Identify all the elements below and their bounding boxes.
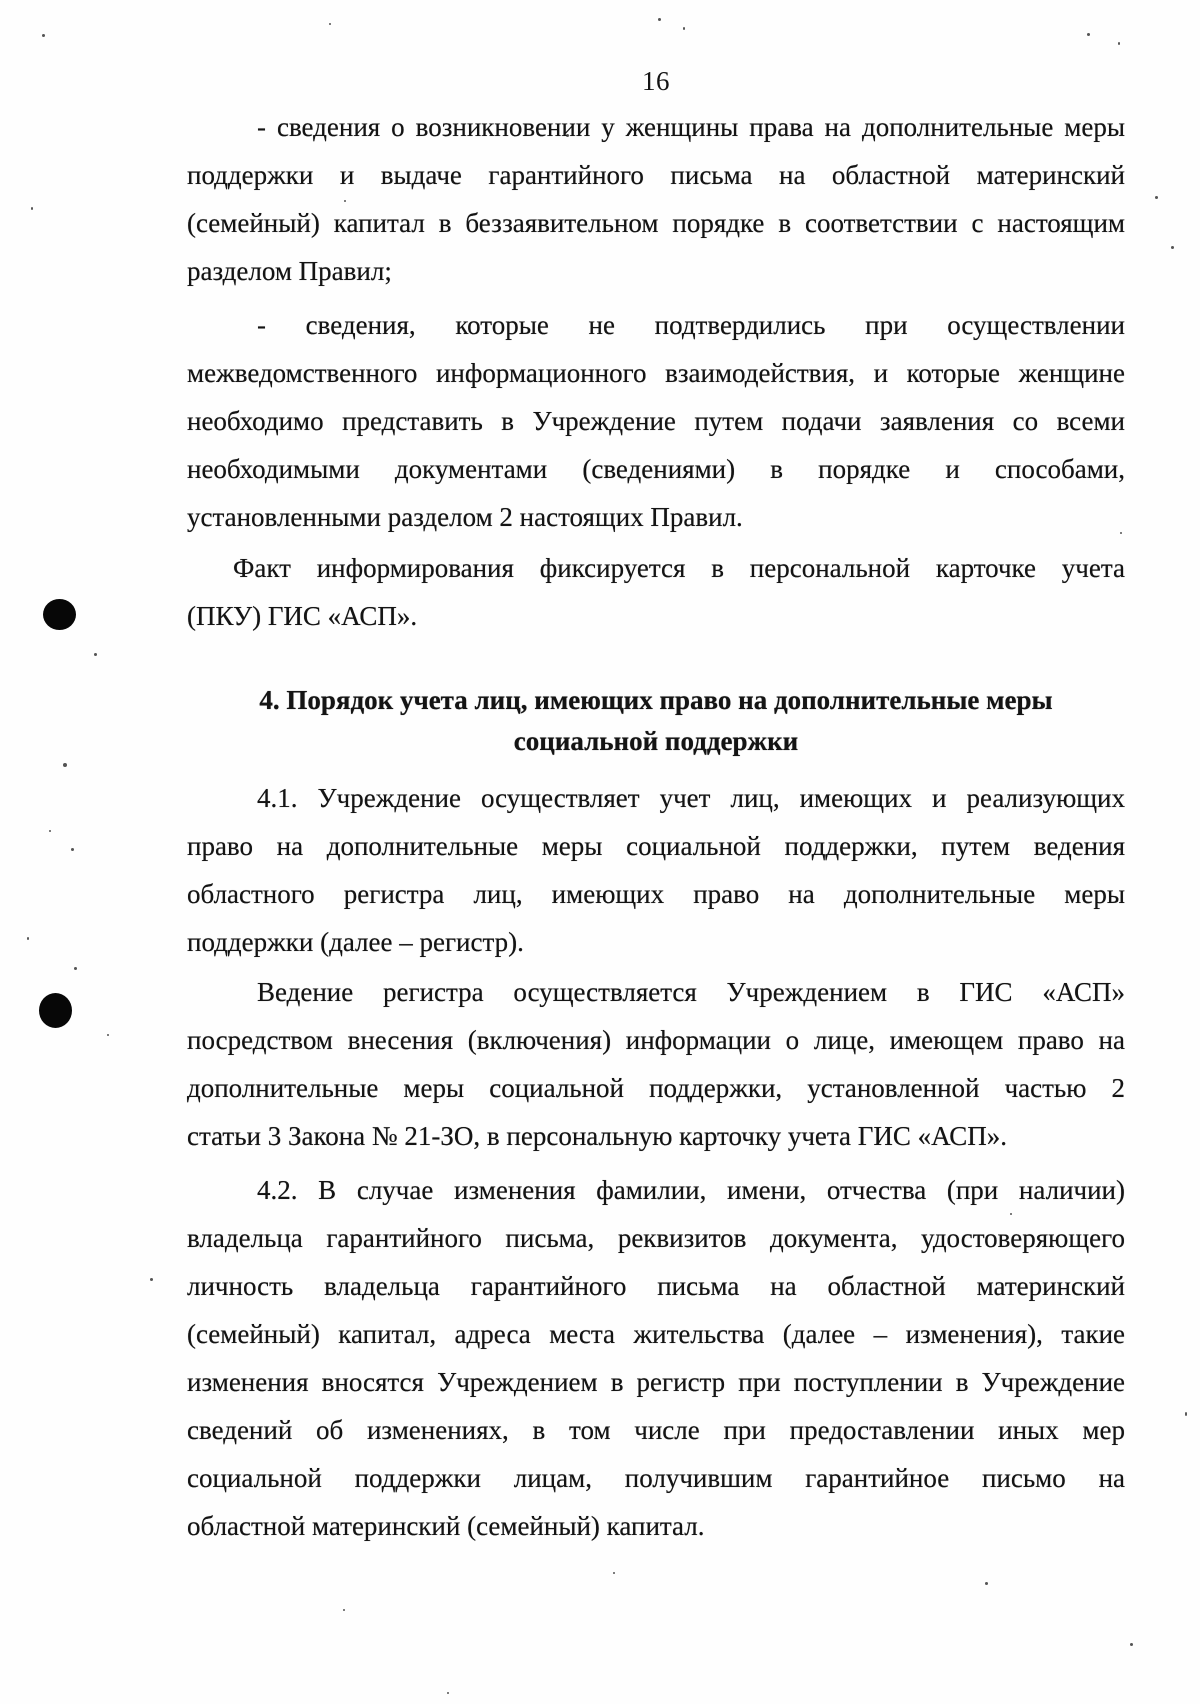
- paragraph: [187, 544, 1125, 640]
- scan-speck: [1185, 1412, 1187, 1416]
- punch-hole-icon: [39, 993, 72, 1028]
- paragraph-line: посредством внесения (включения) информации о лице, имеющем право на: [187, 1025, 1125, 1055]
- paragraph-line: разделом Правил;: [187, 256, 392, 286]
- paragraph-line: (ПКУ) ГИС «АСП».: [187, 601, 418, 631]
- paragraph-line: право на дополнительные меры социальной поддержки, путем ведения: [187, 831, 1125, 861]
- paragraph-line: Факт информирования фиксируется в персональной карточке учета: [233, 553, 1125, 583]
- paragraph-line: личность владельца гарантийного письма на областной материнский: [187, 1271, 1125, 1301]
- paragraph: [187, 301, 1125, 541]
- scan-speck: [31, 207, 33, 210]
- paragraph-line: дополнительные меры социальной поддержки, установленной частью 2: [187, 1073, 1125, 1103]
- scan-speck: [42, 34, 45, 37]
- paragraph-line: (семейный) капитал в беззаявительном порядке в соответствии с настоящим: [187, 208, 1125, 238]
- paragraph-line: 4.2. В случае изменения фамилии, имени, отчества (при наличии): [257, 1175, 1125, 1205]
- scan-speck: [1130, 1643, 1133, 1646]
- scan-speck: [447, 1692, 449, 1694]
- section-heading-line: социальной поддержки: [513, 726, 799, 756]
- scan-speck: [613, 1572, 615, 1574]
- scan-speck: [94, 653, 97, 656]
- paragraph: [187, 1166, 1125, 1550]
- section-heading: [187, 680, 1125, 762]
- paragraph-line: изменения вносятся Учреждением в регистр при поступлении в Учреждение: [187, 1367, 1125, 1397]
- paragraph-line: - сведения о возникновении у женщины права на дополнительные меры: [257, 112, 1125, 142]
- scan-speck: [1155, 196, 1158, 199]
- paragraph-line: необходимыми документами (сведениями) в порядке и способами,: [187, 454, 1125, 484]
- paragraph-line: 4.1. Учреждение осуществляет учет лиц, имеющих и реализующих: [257, 783, 1125, 813]
- text-block: [187, 0, 1125, 1550]
- paragraph-line: областной материнский (семейный) капитал.: [187, 1511, 705, 1541]
- paragraph-line: (семейный) капитал, адреса места жительства (далее – изменения), такие: [187, 1319, 1125, 1349]
- paragraph: [187, 774, 1125, 966]
- scan-speck: [74, 967, 77, 970]
- paragraph-line: сведений об изменениях, в том числе при предоставлении иных мер: [187, 1415, 1125, 1445]
- paragraph-line: социальной поддержки лицам, получившим гарантийное письмо на: [187, 1463, 1125, 1493]
- paragraph-line: поддержки (далее – регистр).: [187, 927, 524, 957]
- scan-speck: [1171, 246, 1174, 249]
- paragraph-line: областного регистра лиц, имеющих право на дополнительные меры: [187, 879, 1125, 909]
- scan-speck: [63, 763, 67, 767]
- page-number: 16: [642, 66, 670, 96]
- paragraph: [187, 968, 1125, 1160]
- scan-speck: [150, 1278, 153, 1281]
- paragraph-line: - сведения, которые не подтвердились при осуществлении: [257, 310, 1125, 340]
- paragraph-line: поддержки и выдаче гарантийного письма на областной материнский: [187, 160, 1125, 190]
- paragraph-line: Ведение регистра осуществляется Учреждением в ГИС «АСП»: [257, 977, 1125, 1007]
- scan-speck: [49, 830, 51, 832]
- scan-speck: [985, 1582, 988, 1585]
- paragraph-line: владельца гарантийного письма, реквизитов документа, удостоверяющего: [187, 1223, 1125, 1253]
- paragraph-line: установленными разделом 2 настоящих Правил.: [187, 502, 743, 532]
- paragraph-line: межведомственного информационного взаимодействия, и которые женщине: [187, 358, 1125, 388]
- section-heading-line: 4. Порядок учета лиц, имеющих право на дополнительные меры: [259, 685, 1053, 715]
- paragraph: [187, 103, 1125, 295]
- paragraph-line: необходимо представить в Учреждение путем подачи заявления со всеми: [187, 406, 1125, 436]
- scan-speck: [343, 1609, 345, 1611]
- paragraph-line: статьи 3 Закона № 21-ЗО, в персональную карточку учета ГИС «АСП».: [187, 1121, 1008, 1151]
- punch-hole-icon: [43, 599, 76, 630]
- scan-speck: [107, 1034, 109, 1036]
- scan-speck: [71, 848, 74, 851]
- scan-speck: [27, 937, 29, 940]
